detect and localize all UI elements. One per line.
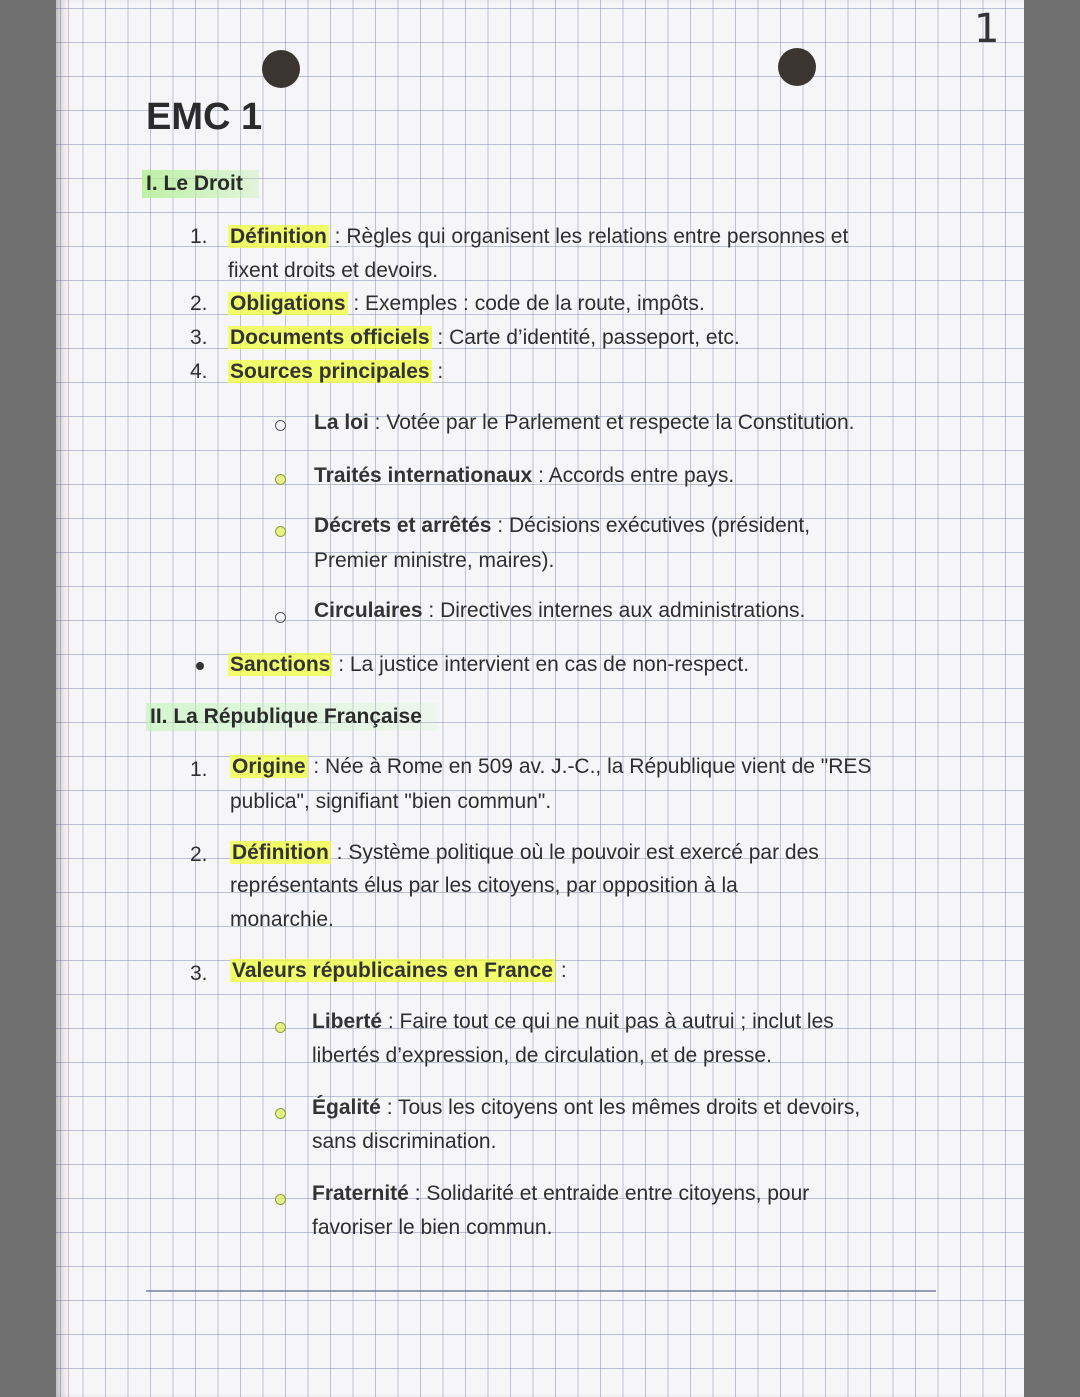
item-text: Exemples : code de la route, impôts. — [365, 292, 705, 315]
item-separator: : — [380, 1096, 398, 1119]
item-text-continued: fixent droits et devoirs. — [228, 259, 439, 282]
item-text: Née à Rome en 509 av. J.-C., la République vient de "RES — [325, 755, 872, 778]
list-item-sources — [228, 355, 443, 389]
bullet-icon — [275, 1022, 286, 1033]
item-term: Décrets et arrêtés — [314, 514, 492, 537]
bullet-icon — [196, 662, 204, 670]
item-separator: : — [408, 1182, 427, 1205]
item-separator: : — [422, 599, 441, 622]
sub-item-decrets — [314, 509, 810, 543]
bullet-icon — [275, 526, 286, 537]
item-term: Documents officiels — [230, 326, 430, 349]
bullet-icon — [275, 1108, 286, 1119]
item-text-continued: publica", signifiant "bien commun". — [230, 790, 552, 813]
section-heading-republique: II. La République Française — [146, 703, 438, 731]
sub-item-traites — [314, 459, 734, 493]
item-term: Valeurs républicaines en France — [232, 959, 553, 982]
item-text: Solidarité et entraide entre citoyens, pour — [426, 1182, 810, 1205]
item-term: Fraternité — [312, 1182, 409, 1205]
item-term: La loi — [314, 411, 369, 434]
item-text-continued: libertés d’expression, de circulation, et de presse. — [312, 1044, 772, 1067]
notebook-page — [56, 0, 1024, 1397]
bullet-icon — [275, 474, 286, 485]
item-term: Obligations — [230, 292, 346, 315]
item-separator: : — [368, 411, 387, 434]
item-number: 1. — [190, 758, 208, 781]
item-separator: : — [330, 841, 349, 864]
sub-item-circulaires — [314, 594, 805, 628]
item-separator: : — [554, 959, 567, 982]
item-text: Tous les citoyens ont les mêmes droits et devoirs, — [397, 1096, 861, 1119]
item-text: Carte d’identité, passeport, etc. — [449, 326, 740, 349]
item-separator: : — [431, 326, 450, 349]
item-term: Origine — [232, 755, 306, 778]
item-text-continued: sans discrimination. — [312, 1130, 497, 1153]
item-number: 3. — [190, 962, 208, 985]
item-text: Accords entre pays. — [548, 464, 735, 487]
item-text: Votée par le Parlement et respecte la Constitution. — [386, 411, 855, 434]
list-item-valeurs — [230, 954, 567, 988]
item-term: Liberté — [312, 1010, 383, 1033]
list-item-documents — [228, 321, 740, 355]
item-number: 2. — [190, 292, 208, 315]
page-number: 1 — [974, 6, 1000, 52]
sub-item-fraternite — [312, 1177, 809, 1211]
item-number: 1. — [190, 225, 208, 248]
list-item-obligations — [228, 287, 705, 321]
item-number: 4. — [190, 360, 208, 383]
item-text: Décisions exécutives (président, — [508, 514, 811, 537]
divider — [146, 1290, 936, 1292]
sub-item-liberte — [312, 1005, 834, 1039]
item-term: Sources principales — [230, 360, 430, 383]
bullet-icon — [275, 612, 286, 623]
item-text-continued: favoriser le bien commun. — [312, 1216, 553, 1239]
section-heading-droit: I. Le Droit — [142, 170, 259, 198]
list-item-definition — [228, 220, 848, 254]
item-text: Règles qui organisent les relations entre personnes et — [346, 225, 849, 248]
list-item-sanctions — [228, 648, 749, 682]
binder-hole — [778, 48, 816, 86]
sub-item-loi — [314, 406, 854, 440]
item-text-continued: représentants élus par les citoyens, par opposition à la — [230, 874, 738, 897]
item-separator: : — [347, 292, 366, 315]
item-separator: : — [431, 360, 444, 383]
item-text: La justice intervient en cas de non-respect. — [349, 653, 750, 676]
item-text: Directives internes aux administrations. — [440, 599, 806, 622]
item-term: Définition — [230, 225, 327, 248]
item-term: Définition — [232, 841, 329, 864]
bullet-icon — [275, 420, 286, 431]
margin-line — [68, 0, 69, 1397]
item-separator: : — [382, 1010, 400, 1033]
item-number: 3. — [190, 326, 208, 349]
item-term: Égalité — [312, 1096, 381, 1119]
sub-item-egalite — [312, 1091, 860, 1125]
item-separator: : — [328, 225, 347, 248]
item-separator: : — [332, 653, 350, 676]
item-separator: : — [491, 514, 509, 537]
item-number: 2. — [190, 843, 208, 866]
item-term: Circulaires — [314, 599, 423, 622]
bullet-icon — [275, 1194, 286, 1205]
page-title: EMC 1 — [146, 96, 263, 138]
item-term: Traités internationaux — [314, 464, 533, 487]
item-term: Sanctions — [230, 653, 331, 676]
item-separator: : — [307, 755, 326, 778]
item-text: Système politique où le pouvoir est exercé par des — [348, 841, 819, 864]
list-item-definition-republique — [230, 836, 819, 870]
item-separator: : — [532, 464, 549, 487]
binder-hole — [262, 50, 300, 88]
list-item-origine — [230, 750, 871, 784]
item-text-continued: monarchie. — [230, 908, 334, 931]
item-text: Faire tout ce qui ne nuit pas à autrui ; inclut les — [399, 1010, 834, 1033]
item-text-continued: Premier ministre, maires). — [314, 549, 555, 572]
